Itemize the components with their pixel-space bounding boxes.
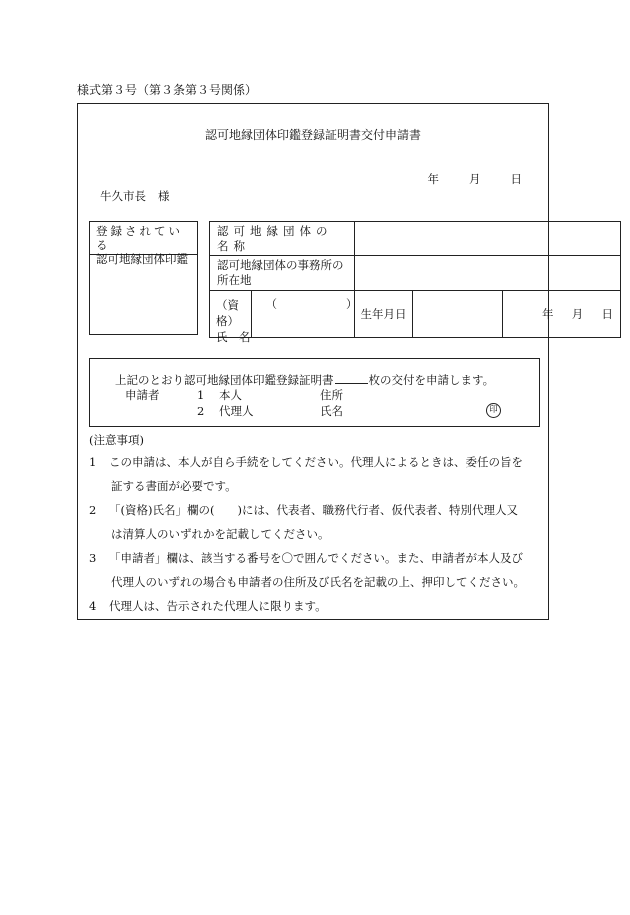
birth-month-label: 月 (571, 306, 584, 321)
date-field (428, 171, 523, 187)
registered-seal-label (90, 222, 197, 266)
application-form (77, 103, 613, 620)
notes-title: (注意事項) (89, 433, 144, 447)
seal-mark-icon: 印 (486, 403, 501, 418)
applicant-label: 申請者 (125, 388, 160, 402)
seal-impression-area[interactable] (90, 255, 197, 335)
copies-count-field[interactable] (335, 371, 368, 384)
qualification-label: （資格） (216, 298, 239, 328)
qualification-name-cell[interactable] (210, 291, 358, 344)
application-text-after: 枚の交付を申請します。 (368, 373, 495, 387)
applicant-name-label: 氏名 (320, 404, 343, 418)
birth-date-label: 生年月日 (355, 291, 413, 337)
date-day-label: 日 (510, 172, 522, 186)
office-address-field[interactable] (355, 256, 621, 291)
org-name-label: 認可地縁団体の名称 (210, 222, 355, 256)
date-month-label: 月 (469, 172, 481, 186)
option-1-label: 本人 (219, 388, 242, 402)
birth-day-label: 日 (601, 306, 613, 321)
birth-year-label: 年 (542, 306, 554, 321)
addressee-name: 牛久市長 (100, 189, 146, 203)
option-1-number[interactable]: 1 (197, 388, 205, 402)
note-item: 2 「(資格)氏名」欄の( )には、代表者、職務代行者、仮代表者、特別代理人又 は清算人のいずれかを記載してください。 (89, 503, 518, 541)
birth-date-field[interactable] (503, 291, 621, 338)
note-item: 4 代理人は、告示された代理人に限ります。 (89, 599, 327, 613)
notes-list (89, 450, 541, 618)
registered-seal-box (89, 221, 198, 335)
org-name-field[interactable] (355, 222, 621, 256)
note-item: 1 この申請は、本人が自ら手続をしてください。代理人によるときは、委任の旨を 証する書面が必要です。 (89, 455, 523, 493)
application-text-before: 上記のとおり認可地縁団体印鑑登録証明書 (115, 373, 334, 387)
name-label: 氏 名 (216, 330, 251, 344)
application-statement-box (89, 358, 540, 427)
address-label: 住所 (320, 388, 343, 402)
option-2-number[interactable]: 2 (197, 404, 205, 418)
addressee (100, 188, 170, 204)
organization-info-table (209, 221, 621, 344)
note-item: 3 「申請者」欄は、該当する番号を〇で囲んでください。また、申請者が本人及び 代理人のいずれの場合も申請者の住所及び氏名を記載の上、押印してください。 (89, 551, 525, 589)
date-year-label: 年 (427, 172, 439, 186)
option-2-label: 代理人 (219, 404, 254, 418)
form-title: 認可地縁団体印鑑登録証明書交付申請書 (204, 128, 421, 142)
birth-row (355, 291, 503, 338)
applicant-section (125, 387, 535, 419)
registered-seal-label-line1: 登録されている (96, 224, 183, 252)
registered-seal-label-line2: 認可地縁団体印鑑 (96, 252, 188, 266)
application-statement (115, 371, 494, 388)
form-number-label: 様式第３号（第３条第３号関係） (77, 83, 258, 97)
office-address-label: 認可地縁団体の事務所の 所在地 (210, 256, 355, 291)
qualification-input[interactable]: （ ） (265, 297, 358, 311)
addressee-honorific: 様 (158, 189, 170, 203)
